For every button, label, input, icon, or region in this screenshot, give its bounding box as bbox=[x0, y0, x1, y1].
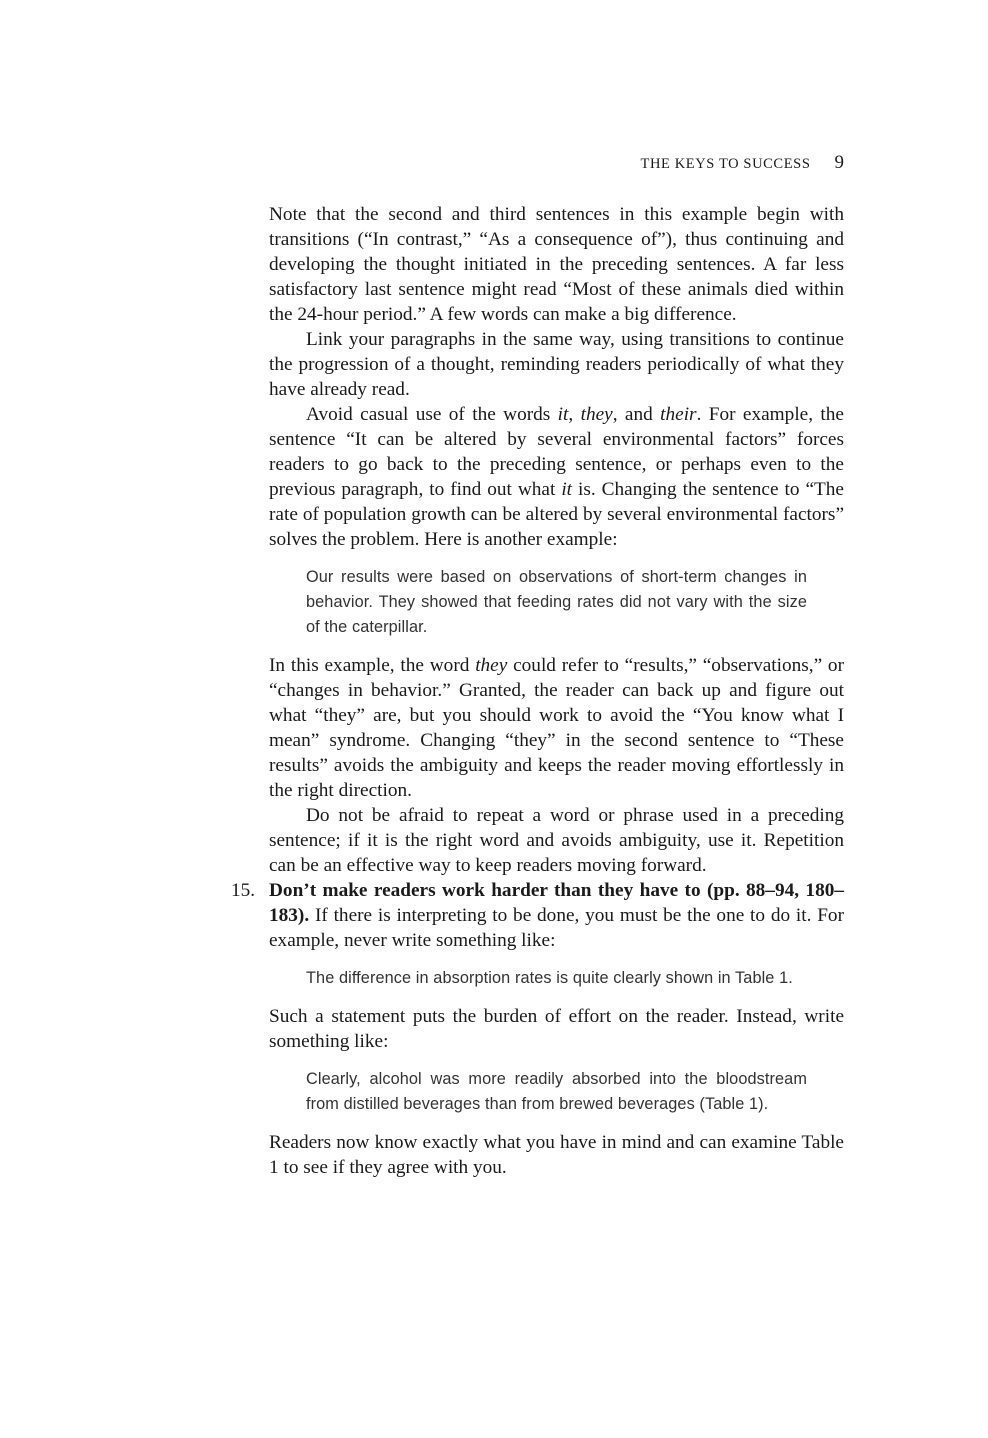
italic-word: it bbox=[557, 404, 569, 425]
paragraph-transitions-example: Note that the second and third sentences in this example begin with transitions (“In contrast,” “As a consequence of”), thus continuing and developing the thought initiated in the preceding sentences. A far less satisfactory last sentence might read “Most of these animals died within the 24-hour period.” A few words can make a big difference. bbox=[269, 204, 844, 325]
paragraph-link-paragraphs: Link your paragraphs in the same way, using transitions to continue the progression of a thought, reminding readers periodically of what they have already read. bbox=[269, 329, 844, 400]
paragraph-readers-know: Readers now know exactly what you have in mind and can examine Table 1 to see if they agree with you. bbox=[269, 1132, 844, 1178]
example-quote-absorption: The difference in absorption rates is quite clearly shown in Table 1. bbox=[306, 969, 793, 987]
text-run: , bbox=[568, 404, 581, 425]
text-run: If there is interpreting to be done, you must be the one to do it. For example, never write something like: bbox=[269, 905, 844, 951]
list-item-15 bbox=[231, 878, 844, 953]
list-item-text bbox=[269, 878, 844, 953]
text-run: In this example, the word bbox=[269, 655, 476, 676]
text-run: could refer to “results,” “observations,” or “changes in behavior.” Granted, the reader can back up and figure out what “they” are, but you should work to avoid the “You know what I mean” syndrome. Changing “they” in the second sentence to “These results” avoids the ambiguity and keeps the reader moving effortlessly in the right direction. bbox=[269, 655, 844, 801]
text-run: . For example, the sentence “It can be altered by several environmental factors” forces readers to go back to the preceding sentence, or perhaps even to the previous paragraph, to find out what bbox=[269, 404, 844, 500]
paragraph-they-ambiguity bbox=[269, 653, 844, 803]
text-run: , and bbox=[612, 404, 661, 425]
list-item-number: 15. bbox=[231, 880, 256, 901]
text-run: is. Changing the sentence to “The rate of population growth can be altered by several environmental factors” solves the problem. Here is another example: bbox=[269, 479, 844, 550]
italic-word: they bbox=[475, 655, 508, 676]
example-quote-alcohol: Clearly, alcohol was more readily absorbed into the bloodstream from distilled beverages than from brewed beverages (Table 1). bbox=[306, 1070, 807, 1113]
paragraph-burden: Such a statement puts the burden of effort on the reader. Instead, write something like: bbox=[269, 1006, 844, 1052]
running-head bbox=[641, 152, 845, 174]
italic-word: their bbox=[660, 404, 697, 425]
example-quote-caterpillar: Our results were based on observations of short-term changes in behavior. They showed that feeding rates did not vary with the size of the caterpillar. bbox=[306, 568, 807, 636]
italic-word: they bbox=[580, 404, 613, 425]
paragraph-avoid-pronouns bbox=[269, 402, 844, 552]
page-number: 9 bbox=[834, 152, 844, 173]
running-title: THE KEYS TO SUCCESS bbox=[640, 156, 811, 172]
body-text bbox=[231, 202, 844, 1180]
list-item-heading: Don’t make readers work harder than they have to (pp. 88–94, 180–183). bbox=[269, 880, 844, 926]
italic-word: it bbox=[561, 479, 573, 500]
paragraph-repetition: Do not be afraid to repeat a word or phrase used in a preceding sentence; if it is the right word and avoids ambiguity, use it. Repetition can be an effective way to keep readers moving forward. bbox=[269, 805, 844, 876]
text-run: Avoid casual use of the words bbox=[306, 404, 558, 425]
